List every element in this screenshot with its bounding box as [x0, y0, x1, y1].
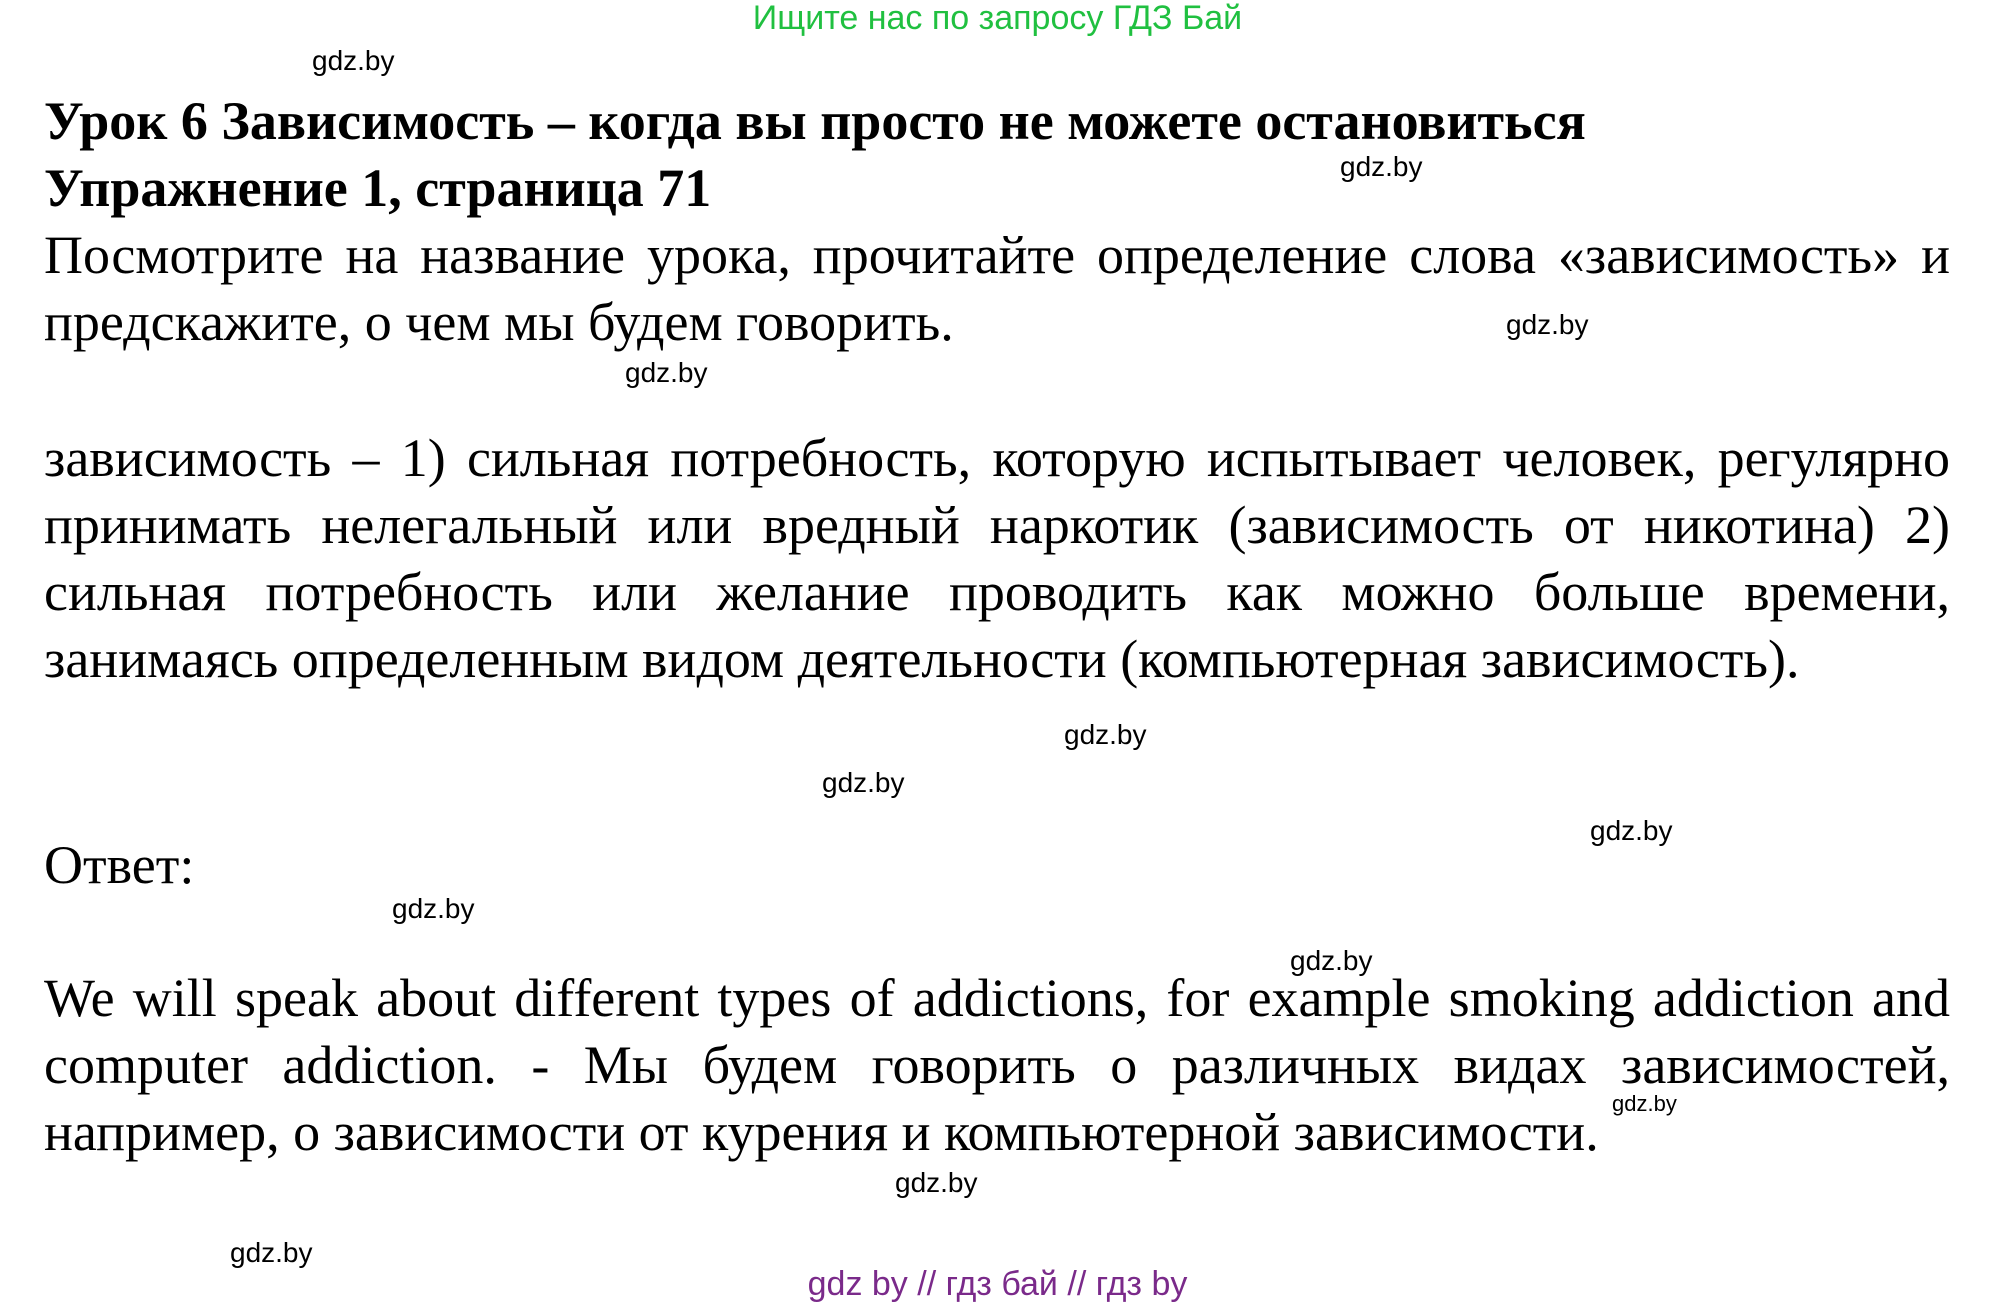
watermark: gdz.by [625, 357, 708, 388]
watermark: gdz.by [1590, 815, 1673, 846]
exercise-title: Упражнение 1, страница 71 [44, 158, 712, 218]
watermark: gdz.by [1612, 1091, 1677, 1116]
definition-text: зависимость – 1) сильная потребность, которую испытывает человек, регулярно принимать нелегальный или вредный наркотик (зависимость от никотина) 2) сильная потребность или желание проводить как можно больше времени, занимаясь определенным видом деятельности (компьютерная зависимость). [44, 428, 1950, 689]
watermark: gdz.by [392, 893, 475, 924]
watermark: gdz.by [230, 1237, 313, 1268]
watermark: gdz.by [1064, 719, 1147, 750]
watermark: gdz.by [1290, 945, 1373, 976]
top-banner: Ищите нас по запросу ГДЗ Бай [752, 0, 1243, 37]
answer-label: Ответ: [44, 835, 195, 895]
watermark: gdz.by [312, 45, 395, 76]
footer-links: gdz by // гдз бай // гдз by [807, 1265, 1188, 1303]
task-text: Посмотрите на название урока, прочитайте определение слова «зависимость» и предскажите, о чем мы будем говорить. [44, 225, 1950, 352]
lesson-title: Урок 6 Зависимость – когда вы просто не можете остановиться [44, 91, 1586, 151]
watermark: gdz.by [1506, 309, 1589, 340]
answer-text: We will speak about different types of addictions, for example smoking addiction and computer addiction. - Мы будем говорить о различных видах зависимостей, например, о зависимости от курения и компьютерной зависимости. [44, 968, 1950, 1162]
watermark: gdz.by [822, 767, 905, 798]
watermark: gdz.by [895, 1167, 978, 1198]
watermark: gdz.by [1340, 151, 1423, 182]
